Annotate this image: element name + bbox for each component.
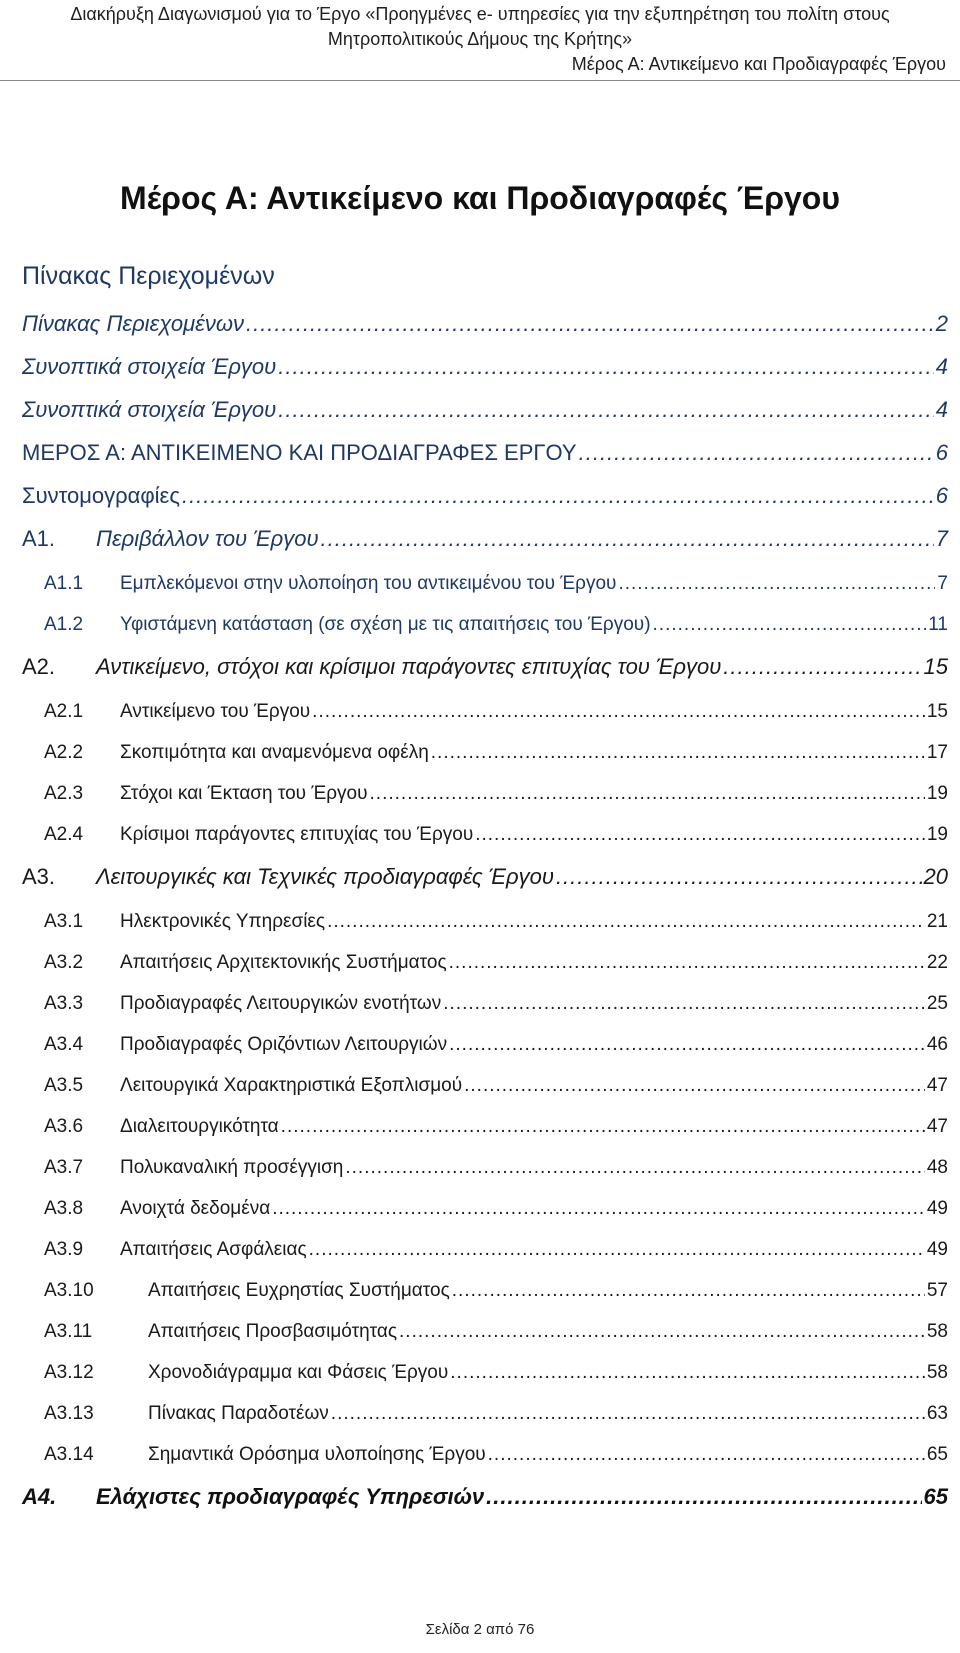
toc-dot-leader: [486, 1484, 921, 1510]
toc-entry-page: 15: [923, 654, 948, 679]
toc-entry[interactable]: [22, 1444, 948, 1466]
toc-entry-number: Α3.4: [44, 1034, 84, 1055]
toc-entry[interactable]: [22, 573, 948, 595]
toc-entry[interactable]: [22, 1116, 948, 1138]
toc-entry-page: 49: [926, 1198, 948, 1219]
toc-entry-title: Περιβάλλον του Έργου: [96, 526, 319, 551]
toc-entry-title: Συνοπτικά στοιχεία Έργου: [22, 397, 277, 422]
toc-dot-leader: [475, 824, 925, 846]
toc-entry-page: 58: [926, 1362, 948, 1383]
toc-entry-number: Α3.5: [44, 1075, 84, 1096]
toc-entry-number: Α2.2: [44, 742, 84, 763]
toc-entry-number: Α1.2: [44, 614, 84, 635]
toc-entry-title: Απαιτήσεις Αρχιτεκτονικής Συστήματος: [120, 952, 447, 973]
toc-dot-leader: [278, 397, 933, 423]
toc-entry-title: Διαλειτουργικότητα: [120, 1116, 279, 1137]
toc-entry[interactable]: [22, 1034, 948, 1056]
toc-entry-page: 49: [926, 1239, 948, 1260]
toc-entry-page: 6: [935, 440, 948, 465]
toc-entry-number: Α3.12: [44, 1362, 94, 1383]
toc-entry[interactable]: [22, 1198, 948, 1220]
toc-entry-number: Α3.13: [44, 1403, 94, 1424]
toc-dot-leader: [309, 1239, 925, 1261]
toc-entry-title: Ελάχιστες προδιαγραφές Υπηρεσιών: [96, 1484, 485, 1509]
toc-entry-title: Απαιτήσεις Προσβασιμότητας: [148, 1321, 398, 1342]
toc-entry-title: Συνοπτικά στοιχεία Έργου: [22, 354, 277, 379]
toc-entry[interactable]: [22, 397, 948, 423]
toc-dot-leader: [653, 614, 927, 636]
toc-entry-number: Α3.: [22, 864, 56, 889]
toc-entry-title: Απαιτήσεις Ευχρηστίας Συστήματος: [148, 1280, 450, 1301]
toc-entry-page: 58: [926, 1321, 948, 1342]
toc-entry-number: Α2.: [22, 654, 56, 679]
toc-entry[interactable]: [22, 354, 948, 380]
toc-entry-number: Α1.1: [44, 573, 84, 594]
header-line-1: Διακήρυξη Διαγωνισμού για το Έργο «Προηγμένες e- υπηρεσίες για την εξυπηρέτηση του πολίτη στους: [70, 4, 890, 24]
toc-entry[interactable]: [22, 483, 948, 509]
toc-entry-title: Χρονοδιάγραμμα και Φάσεις Έργου: [148, 1362, 449, 1383]
toc-dot-leader: [345, 1157, 924, 1179]
toc-entry-page: 4: [935, 354, 948, 379]
toc-dot-leader: [723, 654, 921, 680]
toc-entry-title: Πίνακας Περιεχομένων: [22, 311, 244, 336]
toc-entry-page: 7: [935, 526, 948, 551]
toc-entry-number: Α3.2: [44, 952, 84, 973]
toc-entry-page: 65: [926, 1444, 948, 1465]
page-footer: Σελίδα 2 από 76: [425, 1621, 535, 1638]
toc-entry-number: Α3.7: [44, 1157, 84, 1178]
header-line-3: Μέρος Α: Αντικείμενο και Προδιαγραφές Έργου: [571, 54, 946, 74]
toc-dot-leader: [272, 1198, 925, 1220]
toc-dot-leader: [464, 1075, 925, 1097]
toc-dot-leader: [450, 1362, 925, 1384]
toc-entry-number: Α3.3: [44, 993, 84, 1014]
toc-entry-number: Α2.1: [44, 701, 84, 722]
toc-entry-page: 47: [926, 1075, 948, 1096]
toc-entry-page: 65: [923, 1484, 948, 1509]
toc-entry-number: Α1.: [22, 526, 56, 551]
toc-entry-title: Ανοιχτά δεδομένα: [120, 1198, 271, 1219]
toc-entry-page: 20: [923, 864, 948, 889]
toc-entry-title: Πολυκαναλική προσέγγιση: [120, 1157, 344, 1178]
toc-dot-leader: [321, 526, 934, 552]
toc-entry-page: 2: [935, 311, 948, 336]
toc-entry-number: Α3.8: [44, 1198, 84, 1219]
toc-entry-number: Α4.: [22, 1484, 57, 1509]
toc-entry-title: Προδιαγραφές Οριζόντιων Λειτουργιών: [120, 1034, 448, 1055]
toc-entry[interactable]: [22, 1362, 948, 1384]
toc-heading: Πίνακας Περιεχομένων: [22, 262, 275, 290]
page-header: [0, 2, 960, 77]
toc-dot-leader: [370, 783, 925, 805]
toc-entry[interactable]: [22, 1484, 948, 1510]
toc-dot-leader: [281, 1116, 925, 1138]
toc-entry-title: Υφιστάμενη κατάσταση (σε σχέση με τις απαιτήσεις του Έργου): [120, 614, 651, 635]
toc-entry-page: 48: [926, 1157, 948, 1178]
toc-dot-leader: [278, 354, 933, 380]
toc-entry-number: Α3.6: [44, 1116, 84, 1137]
toc-entry-number: Α2.4: [44, 824, 84, 845]
toc-entry-title: Σημαντικά Ορόσημα υλοποίησης Έργου: [148, 1444, 486, 1465]
toc-entry-number: Α2.3: [44, 783, 84, 804]
toc-entry[interactable]: [22, 993, 948, 1015]
toc-entry-page: 19: [926, 783, 948, 804]
toc-dot-leader: [449, 1034, 925, 1056]
toc-entry[interactable]: [22, 440, 948, 466]
toc-entry[interactable]: [22, 911, 948, 933]
toc-dot-leader: [443, 993, 925, 1015]
toc-dot-leader: [488, 1444, 925, 1466]
toc-entry-page: 63: [926, 1403, 948, 1424]
toc-entry[interactable]: [22, 526, 948, 552]
toc-entry-page: 47: [926, 1116, 948, 1137]
toc-entry-page: 57: [926, 1280, 948, 1301]
toc-entry-title: Απαιτήσεις Ασφάλειας: [120, 1239, 307, 1260]
toc-entry-number: Α3.9: [44, 1239, 84, 1260]
toc-dot-leader: [579, 440, 934, 466]
toc-entry-title: ΜΕΡΟΣ Α: ΑΝΤΙΚΕΙΜΕΝΟ ΚΑΙ ΠΡΟΔΙΑΓΡΑΦΕΣ ΕΡΓΟΥ: [22, 440, 577, 465]
toc-entry[interactable]: [22, 783, 948, 805]
toc-entry-page: 21: [926, 911, 948, 932]
toc-entry[interactable]: [22, 1403, 948, 1425]
toc-entry-title: Ηλεκτρονικές Υπηρεσίες: [120, 911, 326, 932]
toc-entry-title: Εμπλεκόμενοι στην υλοποίηση του αντικειμένου του Έργου: [120, 573, 617, 594]
toc-entry[interactable]: [22, 824, 948, 846]
toc-dot-leader: [399, 1321, 925, 1343]
toc-entry-number: Α3.1: [44, 911, 84, 932]
toc-entry-title: Συντομογραφίες: [22, 483, 180, 508]
toc-dot-leader: [182, 483, 934, 509]
toc-entry-title: Λειτουργικά Χαρακτηριστικά Εξοπλισμού: [120, 1075, 463, 1096]
toc-entry-page: 22: [926, 952, 948, 973]
toc-entry-number: Α3.11: [44, 1321, 93, 1342]
header-divider: [0, 80, 960, 81]
toc-entry[interactable]: [22, 701, 948, 723]
toc-entry[interactable]: [22, 311, 948, 337]
toc-entry[interactable]: [22, 742, 948, 764]
toc-dot-leader: [246, 311, 934, 337]
toc-entry-title: Στόχοι και Έκταση του Έργου: [120, 783, 368, 804]
toc-entry-title: Πίνακας Παραδοτέων: [148, 1403, 329, 1424]
toc-entry-number: Α3.10: [44, 1280, 94, 1301]
toc-entry-page: 17: [926, 742, 948, 763]
header-line-2: Μητροπολιτικούς Δήμους της Κρήτης»: [327, 29, 633, 49]
toc-entry-page: 6: [935, 483, 948, 508]
toc-entry-page: 7: [937, 573, 948, 594]
toc-entry[interactable]: [22, 614, 948, 636]
toc-entry-page: 15: [926, 701, 948, 722]
toc-entry-title: Κρίσιμοι παράγοντες επιτυχίας του Έργου: [120, 824, 474, 845]
toc-entry[interactable]: [22, 1280, 948, 1302]
toc-entry-number: Α3.14: [44, 1444, 94, 1465]
toc-entry-title: Αντικείμενο του Έργου: [120, 701, 311, 722]
toc-entry[interactable]: [22, 1321, 948, 1343]
toc-entry[interactable]: [22, 654, 948, 680]
toc-dot-leader: [618, 573, 935, 595]
toc-entry-page: 11: [928, 614, 948, 635]
toc-entry-page: 19: [926, 824, 948, 845]
toc-dot-leader: [312, 701, 925, 723]
toc-dot-leader: [331, 1403, 925, 1425]
toc-entry-title: Λειτουργικές και Τεχνικές προδιαγραφές Έργου: [96, 864, 554, 889]
toc-entry-title: Προδιαγραφές Λειτουργικών ενοτήτων: [120, 993, 442, 1014]
toc-entry[interactable]: [22, 952, 948, 974]
toc-entry-page: 25: [926, 993, 948, 1014]
part-title: Μέρος Α: Αντικείμενο και Προδιαγραφές Έργου: [120, 180, 840, 216]
toc-entry-page: 4: [935, 397, 948, 422]
toc-dot-leader: [327, 911, 925, 933]
toc-entry[interactable]: [22, 864, 948, 890]
toc-entry-title: Σκοπιμότητα και αναμενόμενα οφέλη: [120, 742, 429, 763]
toc-dot-leader: [431, 742, 925, 764]
toc-entry[interactable]: [22, 1239, 948, 1261]
toc-entry-page: 46: [926, 1034, 948, 1055]
toc-dot-leader: [449, 952, 925, 974]
toc-entry[interactable]: [22, 1157, 948, 1179]
toc-entry[interactable]: [22, 1075, 948, 1097]
toc-dot-leader: [452, 1280, 925, 1302]
toc-entry-title: Αντικείμενο, στόχοι και κρίσιμοι παράγοντες επιτυχίας του Έργου: [96, 654, 722, 679]
toc-dot-leader: [556, 864, 922, 890]
